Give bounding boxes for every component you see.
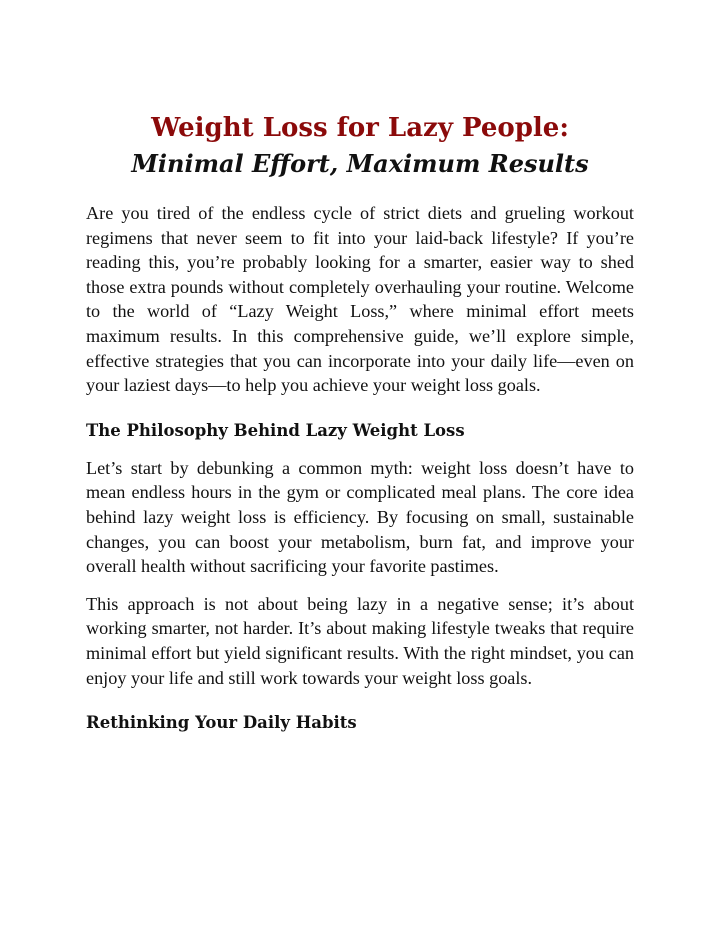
document-title (86, 110, 634, 182)
title-subtitle: Minimal Effort, Maximum Results (131, 149, 589, 178)
section-heading-philosophy: The Philosophy Behind Lazy Weight Loss (86, 420, 465, 440)
document-page (86, 110, 634, 735)
title-main: Weight Loss for Lazy People: (151, 113, 569, 143)
intro-paragraph: Are you tired of the endless cycle of strict diets and grueling workout regimens that never seem to fit into your laid-back lifestyle? If you’re reading this, you’re probably looking for a smarter, easier way to shed those extra pounds without completely overhauling your routine. Welcome to the world of “Lazy Weight Loss,” where minimal effort meets maximum results. In this comprehensive guide, we’ll explore simple, effective strategies that you can incorporate into your daily life—even on your laziest days—to help you achieve your weight loss goals. (86, 203, 634, 396)
philosophy-paragraph-1: Let’s start by debunking a common myth: weight loss doesn’t have to mean endless hours in the gym or complicated meal plans. The core idea behind lazy weight loss is efficiency. By focusing on small, sustainable changes, you can boost your metabolism, burn fat, and improve your overall health without sacrificing your favorite pastimes. (86, 457, 634, 577)
section-heading-daily-habits: Rethinking Your Daily Habits (86, 713, 357, 733)
philosophy-paragraph-2: This approach is not about being lazy in a negative sense; it’s about working smarter, not harder. It’s about making lifestyle tweaks that require minimal effort but yield significant results. With the right mindset, you can enjoy your life and still work towards your weight loss goals. (86, 593, 634, 688)
